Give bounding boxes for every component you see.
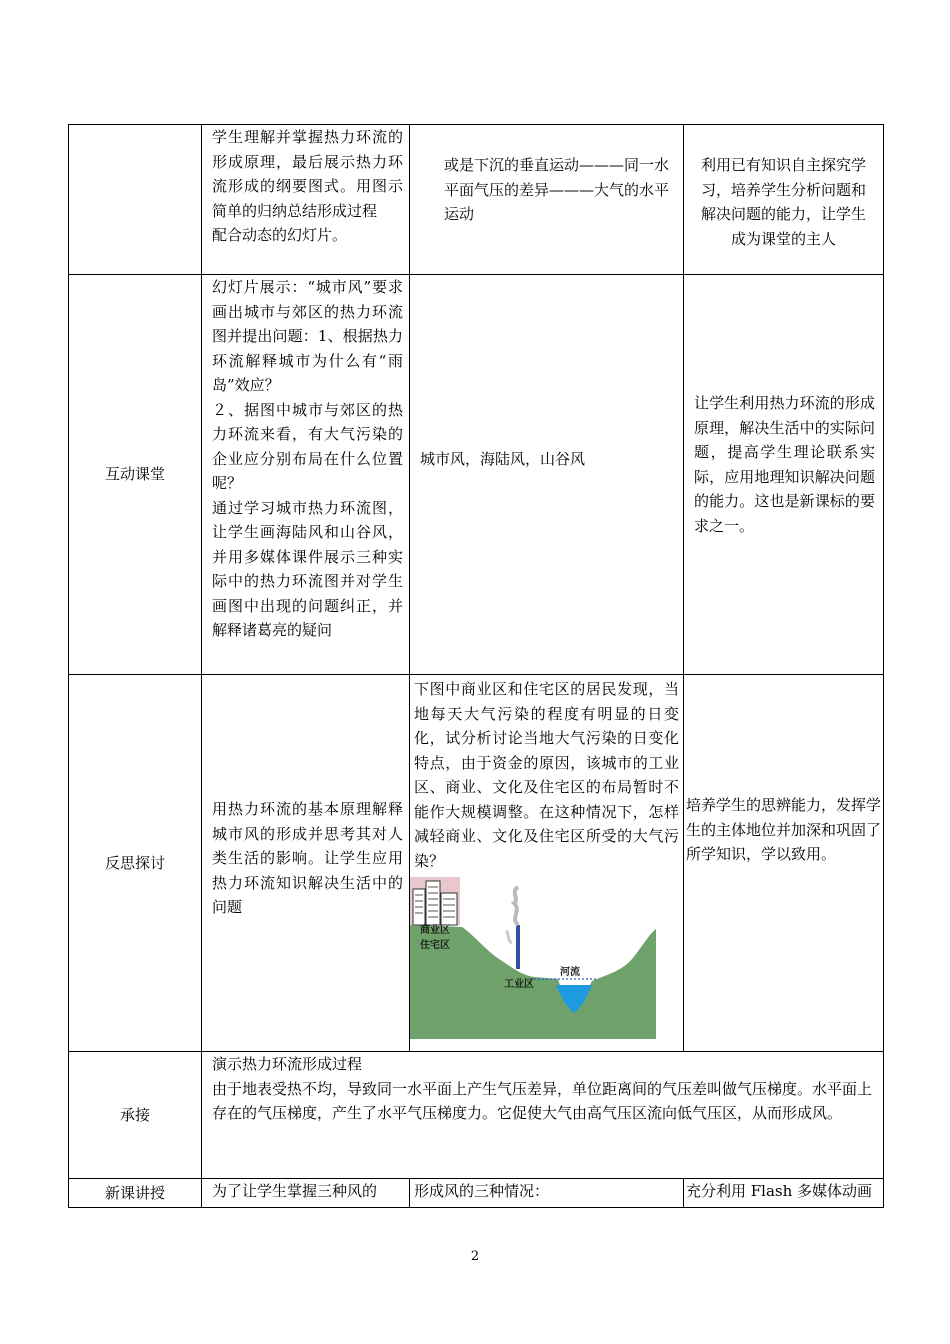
stage-cell: 新课讲授 [69,1179,202,1208]
intent-cell [684,125,884,275]
stage-cell: 承接 [69,1052,202,1179]
intent-text: 让学生利用热力环流的形成原理，解决生活中的实际问题，提高学生理论联系实际，应用地理知识解决问题的能力。这也是新课标的要求之一。 [694,394,875,535]
activity-cell [202,675,410,1052]
content-text: 或是下沉的垂直运动———同一水平面气压的差异———大气的水平运动 [444,156,670,223]
industrial-label: 工业区 [504,979,534,990]
content-cell [410,675,684,1052]
content-cell [410,275,684,675]
content-text: 形成风的三种情况： [414,1182,550,1200]
intent-cell [684,675,884,1052]
activity-text: 为了让学生掌握三种风的 [212,1182,378,1200]
content-cell [410,125,684,275]
residential-label: 住宅区 [420,940,450,951]
land-use-illustration [410,875,656,1039]
table-row [69,275,884,675]
table-row [69,1179,884,1208]
intent-cell [684,275,884,675]
content-cell [410,1179,684,1208]
intent-cell [684,1179,884,1208]
lesson-plan-table [68,124,884,1208]
lesson-plan-page [68,124,883,1208]
activity-text: 幻灯片展示：“城市风”要求画出城市与郊区的热力环流图并提出问题：1、根据热力环流解释城市为什么有“雨岛”效应？ ２、据图中城市与郊区的热力环流来看，有大气污染的企业应分别布局在什么位置呢？ 通过学习城市热力环流图，让学生画海陆风和山谷风，并用多媒体课件展示三种实际中的热力环流图并对学生画图中出现的问题纠正，并解释诸葛亮的疑问 [212,278,403,639]
content-text: 下图中商业区和住宅区的居民发现，当地每天大气污染的程度有明显的日变化，试分析讨论当地大气污染的日变化特点，由于资金的原因，该城市的工业区、商业、文化及住宅区的布局暂时不能作大规模调整。在这种情况下，怎样减轻商业、文化及住宅区所受的大气污染？ [414,680,679,870]
stage-cell: 反思探讨 [69,675,202,1052]
stage-cell [69,125,202,275]
activity-cell [202,125,410,275]
table-row [69,1052,884,1179]
intent-text: 利用已有知识自主探究学习，培养学生分析问题和解决问题的能力，让学生成为课堂的主人 [700,156,866,248]
activity-text: 学生理解并掌握热力环流的形成原理，最后展示热力环流形成的纲要图式。用图示简单的归纳总结形成过程 配合动态的幻灯片。 [212,128,403,244]
transition-cell [202,1052,884,1179]
transition-text: 演示热力环流形成过程 由于地表受热不均，导致同一水平面上产生气压差异，单位距离间的气压差叫做气压梯度。水平面上存在的气压梯度，产生了水平气压梯度力。它促使大气由高气压区流向低气压区，从而形成风。 [212,1055,873,1122]
table-row [69,125,884,275]
activity-cell [202,275,410,675]
content-text: 城市风，海陆风，山谷风 [420,450,586,468]
buildings-icon [410,877,460,925]
intent-text: 培养学生的思辨能力，发挥学生的主体地位并加深和巩固了所学知识，学以致用。 [686,796,882,863]
table-row [69,675,884,1052]
activity-cell [202,1179,410,1208]
commercial-label: 商业区 [420,925,450,936]
stage-cell: 互动课堂 [69,275,202,675]
river-label: 河流 [560,967,580,978]
page-number: 2 [470,1249,480,1264]
activity-text: 用热力环流的基本原理解释城市风的形成并思考其对人类生活的影响。让学生应用热力环流知识解决生活中的问题 [212,800,403,916]
intent-text: 充分利用 Flash 多媒体动画 [686,1182,873,1200]
